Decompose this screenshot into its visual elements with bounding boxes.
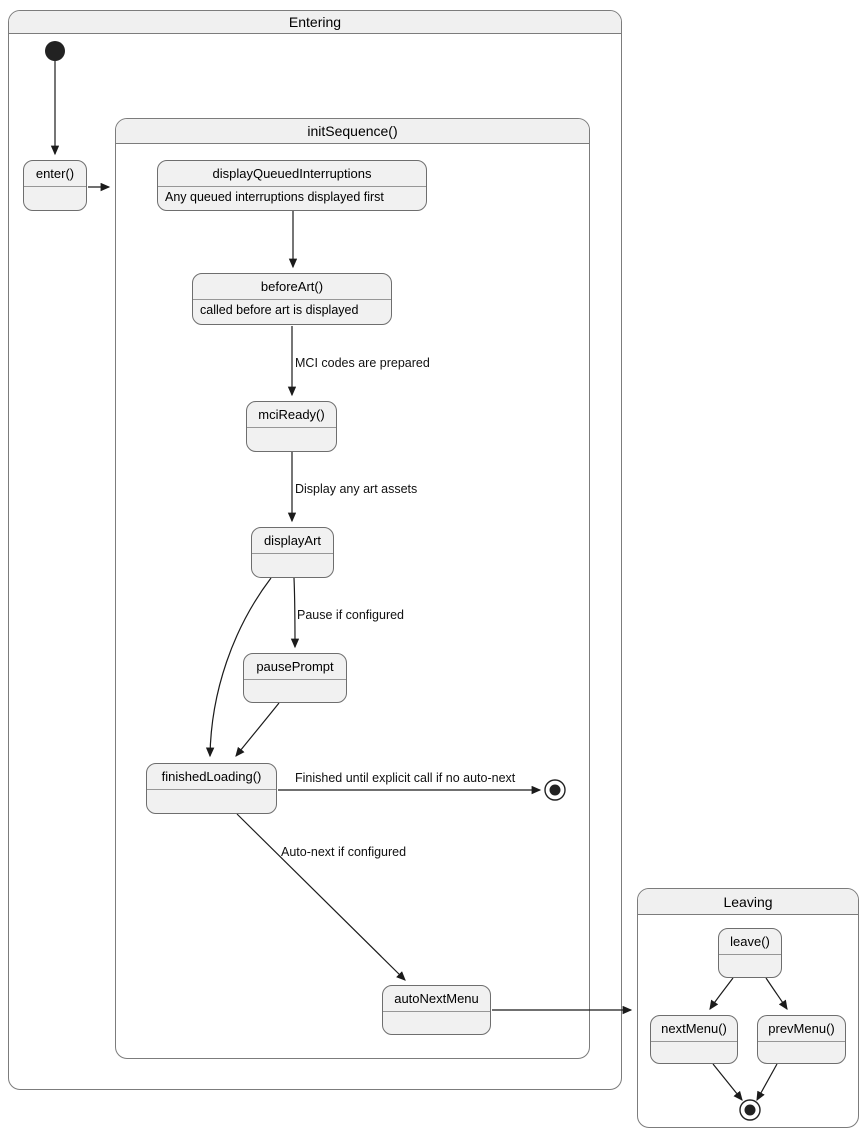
state-next-menu [650,1015,738,1064]
state-pause-prompt [243,653,347,703]
state-auto-next-menu-body [383,1011,490,1034]
state-display-art-label: displayArt [263,533,322,548]
state-pause-prompt-body [244,679,346,702]
state-enter-label: enter() [35,166,75,181]
state-leave [718,928,782,978]
state-display-art-body [252,553,333,577]
state-display-art [251,527,334,578]
edge-label-finished-until: Finished until explicit call if no auto-next [295,771,516,785]
group-entering-title: Entering [9,11,621,34]
state-mci-ready-body [247,427,336,451]
state-before-art [192,273,392,325]
state-finished-loading-body [147,789,276,813]
state-next-menu-label: nextMenu() [661,1021,727,1036]
state-mci-ready-label: mciReady() [258,407,325,422]
group-leaving-title: Leaving [638,889,858,915]
state-display-queued-interruptions [157,160,427,211]
state-enter [23,160,87,211]
state-auto-next-menu-label: autoNextMenu [394,991,479,1006]
state-enter-body [24,186,86,210]
edge-label-pause-if-configured: Pause if configured [297,608,405,622]
edge-label-display-assets: Display any art assets [295,482,418,496]
state-leave-label: leave() [730,934,770,949]
state-before-art-description: called before art is displayed [193,299,391,324]
state-auto-next-menu [382,985,491,1035]
state-prev-menu-body [758,1041,845,1063]
state-leave-body [719,954,781,977]
state-prev-menu [757,1015,846,1064]
state-finished-loading [146,763,277,814]
state-next-menu-body [651,1041,737,1063]
group-init-sequence [115,118,590,1059]
state-display-queued-interruptions-description: Any queued interruptions displayed first [158,186,426,210]
state-mci-ready [246,401,337,452]
state-finished-loading-label: finishedLoading() [161,769,262,784]
state-pause-prompt-label: pausePrompt [256,659,334,674]
edge-label-auto-next: Auto-next if configured [281,845,407,859]
state-display-queued-interruptions-label: displayQueuedInterruptions [212,166,372,181]
edge-label-mci-prepared: MCI codes are prepared [295,356,430,370]
group-leaving [637,888,859,1128]
state-prev-menu-label: prevMenu() [768,1021,835,1036]
state-before-art-label: beforeArt() [260,279,324,294]
group-init-sequence-title: initSequence() [116,119,589,144]
